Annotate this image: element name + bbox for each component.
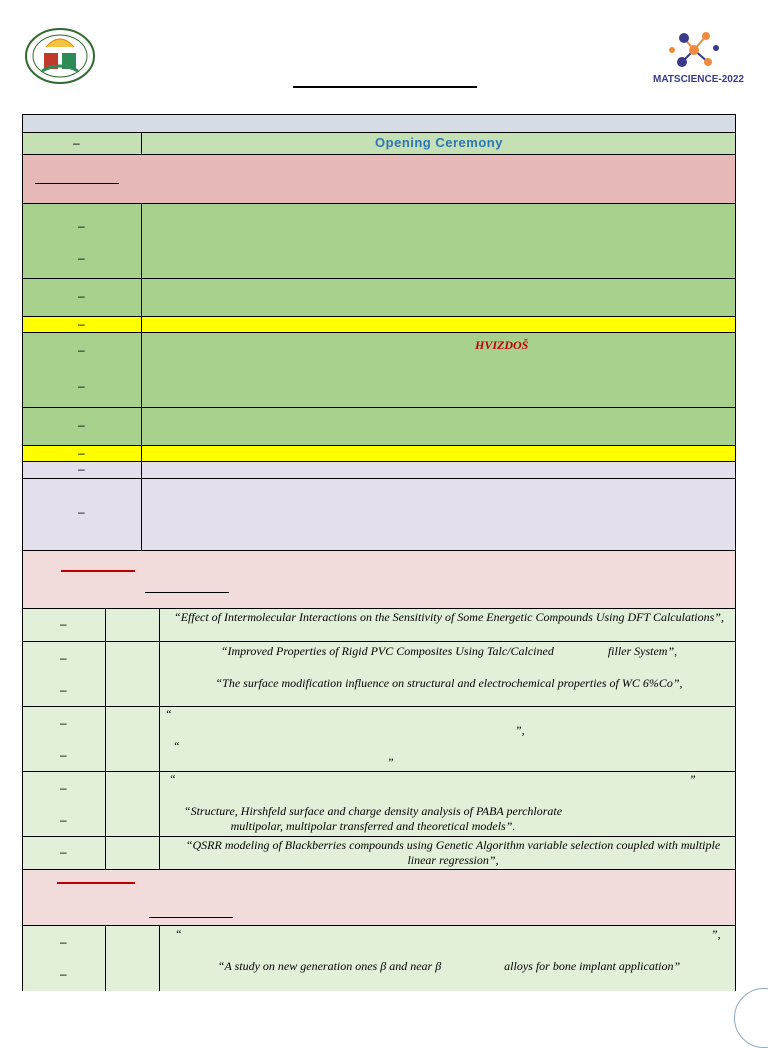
time-dash: – bbox=[78, 505, 85, 519]
oral-session-header bbox=[23, 869, 735, 925]
plenary-row bbox=[23, 332, 735, 407]
quote-mark: ” bbox=[689, 772, 696, 786]
time-dash: – bbox=[78, 462, 85, 476]
session-header-row bbox=[23, 154, 735, 203]
plenary-row bbox=[23, 407, 735, 445]
talk-row bbox=[23, 641, 735, 706]
quote-mark: “ bbox=[175, 927, 182, 941]
quote-mark: “ bbox=[169, 772, 176, 786]
break-row bbox=[23, 316, 735, 332]
time-dash: – bbox=[60, 845, 67, 859]
university-logo bbox=[24, 27, 96, 85]
quote-mark: “ bbox=[165, 707, 172, 721]
talk-title: “QSRR modeling of Blackberries compounds using Genetic Algorithm variable selection coupled with multiple linear regression”, bbox=[185, 838, 721, 867]
time-dash: – bbox=[60, 935, 67, 949]
time-dash: – bbox=[78, 219, 85, 233]
quote-mark: ” bbox=[387, 755, 394, 769]
talk-row bbox=[23, 771, 735, 836]
time-dash: – bbox=[78, 446, 85, 460]
talk-row bbox=[23, 925, 735, 991]
quote-mark: ”, bbox=[515, 723, 525, 737]
time-dash: – bbox=[78, 289, 85, 303]
conference-logo bbox=[650, 26, 755, 92]
time-dash: – bbox=[60, 617, 67, 631]
session-chair-underline bbox=[61, 570, 135, 572]
time-dash: – bbox=[60, 716, 67, 730]
talk-title: “Improved Properties of Rigid PVC Composites Using Talc/Calcined filler System”, bbox=[220, 644, 678, 658]
speaker-name: HVIZDOŠ bbox=[475, 338, 529, 352]
title-underline bbox=[293, 86, 477, 88]
time-dash: – bbox=[78, 379, 85, 393]
conference-logo-caption: MATSCIENCE-2022 bbox=[653, 74, 744, 85]
talk-title: “Structure, Hirshfeld surface and charge density analysis of PABA perchlorate multipolar, multipolar transferred and theoretical models”. bbox=[183, 804, 563, 833]
time-dash: – bbox=[60, 651, 67, 665]
activity-row bbox=[23, 478, 735, 550]
talk-row bbox=[23, 706, 735, 771]
plenary-row bbox=[23, 278, 735, 316]
time-dash: – bbox=[78, 343, 85, 357]
talk-title: “The surface modification influence on structural and electrochemical properties of WC 6%Co”, bbox=[215, 676, 683, 690]
time-dash: – bbox=[60, 683, 67, 697]
time-dash: – bbox=[78, 251, 85, 265]
time-dash: – bbox=[60, 748, 67, 762]
talk-title: “Effect of Intermolecular Interactions on the Sensitivity of Some Energetic Compounds Using DFT Calculations”, bbox=[174, 610, 724, 624]
quote-mark: “ bbox=[173, 739, 180, 753]
table-header-row bbox=[23, 114, 735, 132]
time-dash: – bbox=[78, 418, 85, 432]
lunch-row bbox=[23, 461, 735, 478]
opening-ceremony-row bbox=[23, 132, 735, 154]
time-dash: – bbox=[60, 813, 67, 827]
quote-mark: ”, bbox=[711, 927, 721, 941]
oral-session-header bbox=[23, 550, 735, 608]
time-dash: – bbox=[73, 136, 80, 150]
session-title-underline bbox=[149, 917, 233, 918]
talk-row bbox=[23, 836, 735, 869]
talk-title: “A study on new generation ones β and near β alloys for bone implant application” bbox=[217, 959, 681, 973]
session-title-underline bbox=[145, 592, 229, 593]
talk-row bbox=[23, 608, 735, 641]
time-dash: – bbox=[78, 317, 85, 331]
opening-ceremony-label: Opening Ceremony bbox=[375, 135, 503, 150]
program-table bbox=[22, 114, 736, 991]
time-dash: – bbox=[60, 967, 67, 981]
time-dash: – bbox=[60, 781, 67, 795]
session-chair-underline bbox=[57, 882, 135, 884]
page-corner-circle bbox=[734, 988, 768, 1048]
break-row bbox=[23, 445, 735, 461]
session-title-underline bbox=[35, 183, 119, 184]
plenary-row bbox=[23, 203, 735, 278]
